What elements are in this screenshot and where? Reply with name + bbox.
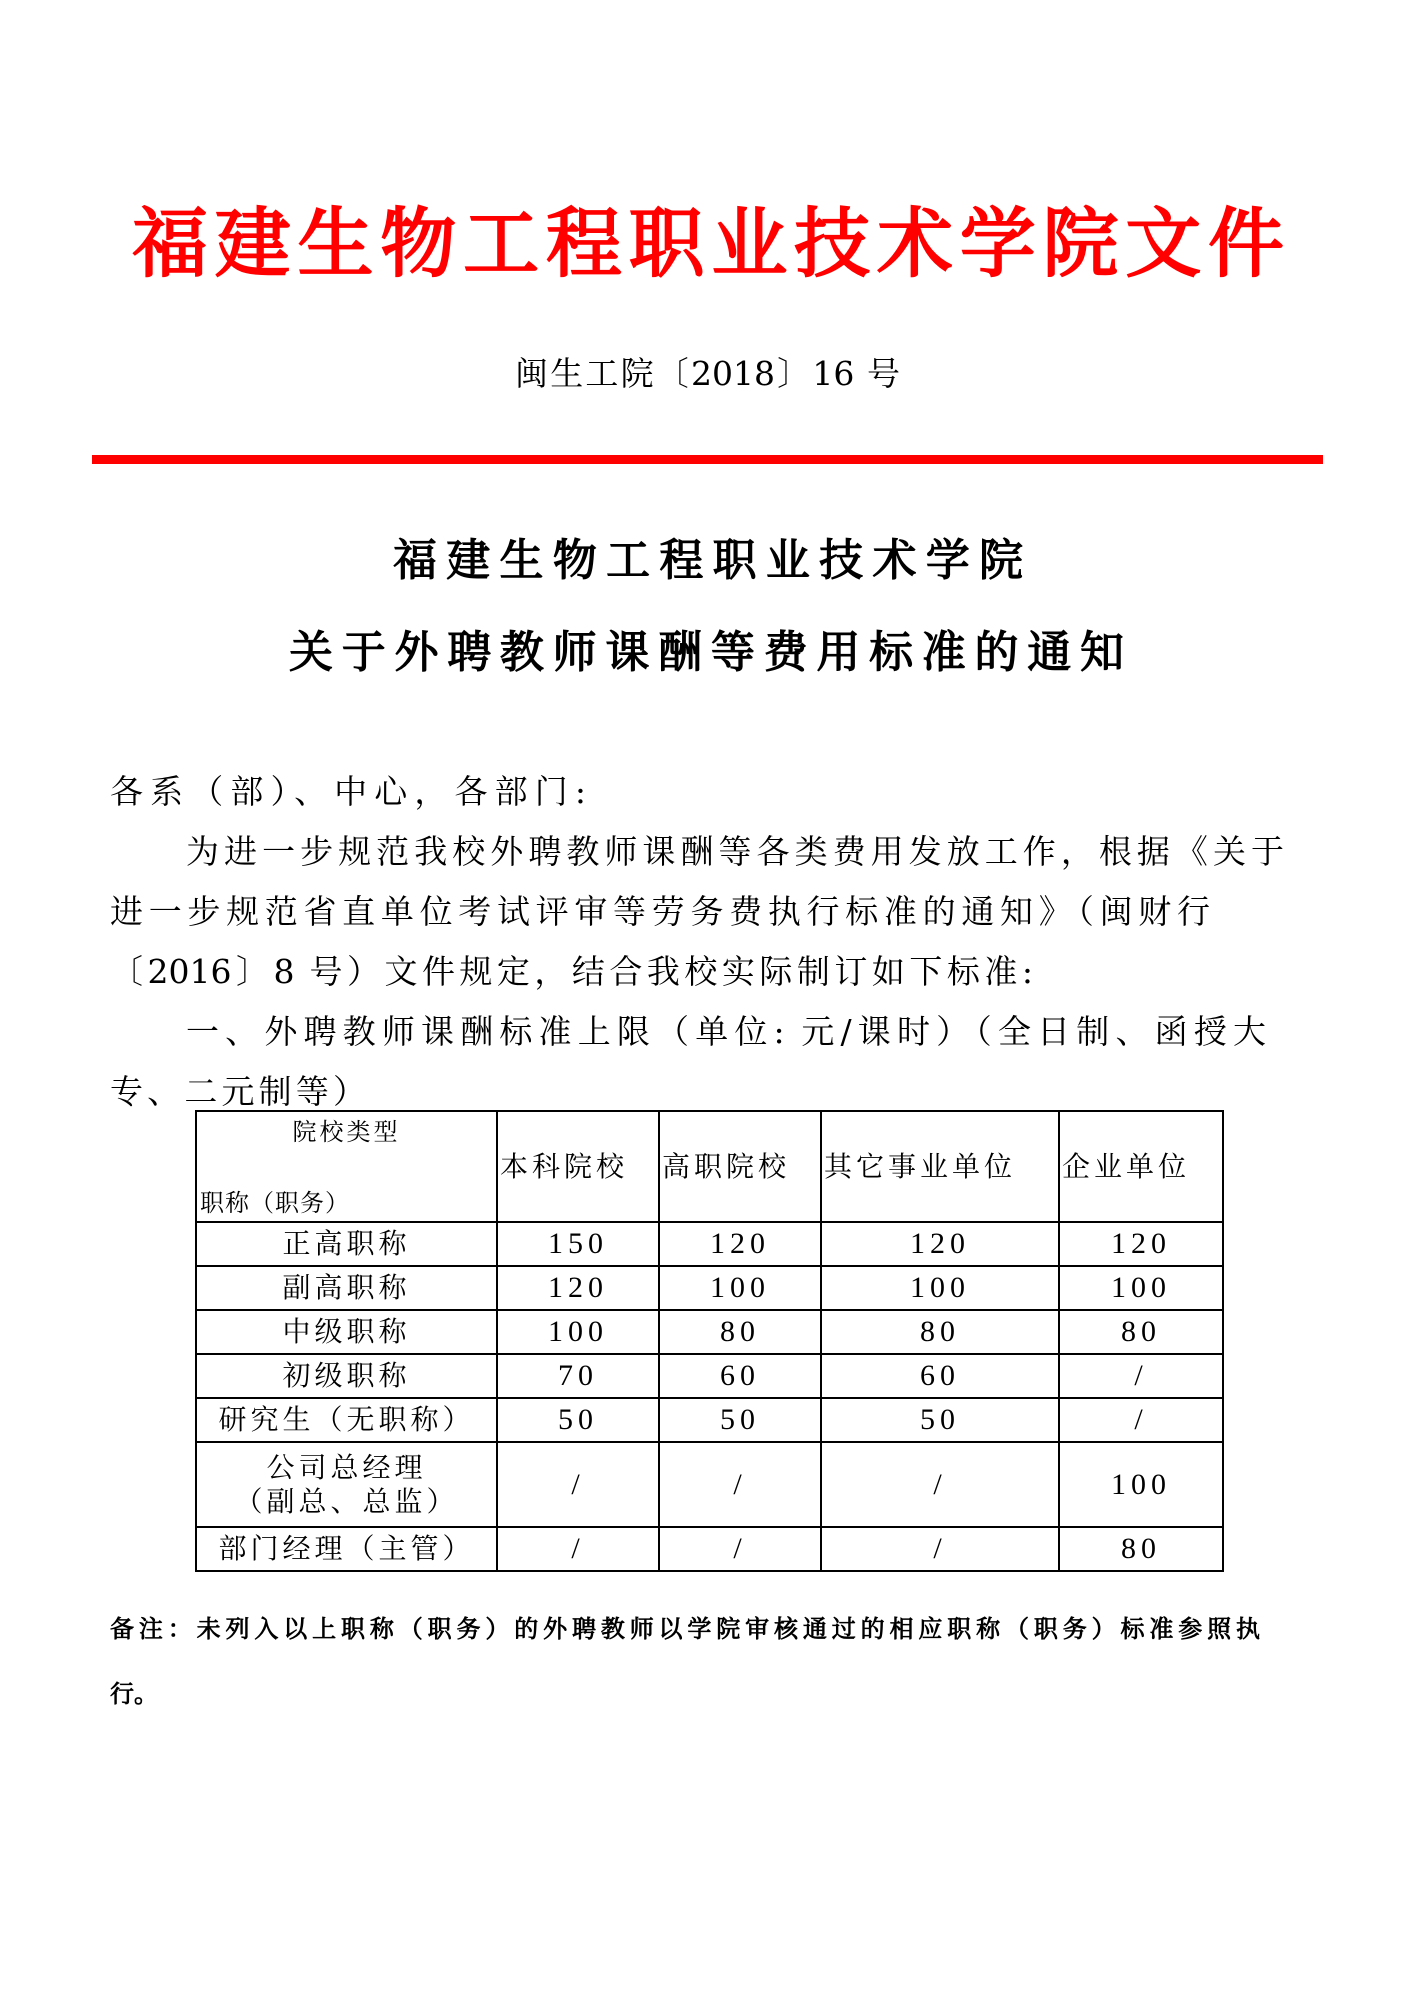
table-cell: /: [821, 1442, 1059, 1527]
body-paragraph-line: 进一步规范省直单位考试评审等劳务费执行标准的通知》（闽财行: [110, 892, 1210, 931]
table-header-row: [196, 1111, 1223, 1222]
table-cell: 100: [659, 1266, 821, 1310]
column-header: 高职院校: [659, 1111, 821, 1222]
row-title: 正高职称: [196, 1222, 497, 1266]
body-paragraph-line: 〔2016〕8 号）文件规定，结合我校实际制订如下标准:: [110, 952, 1033, 991]
body-paragraph-line: 为进一步规范我校外聘教师课酬等各类费用发放工作，根据《关于: [186, 832, 1284, 871]
table-footnote: 备注：未列入以上职称（职务）的外聘教师以学院审核通过的相应职称（职务）标准参照执: [110, 1614, 1260, 1643]
table-cell: 120: [497, 1266, 659, 1310]
table-cell: 100: [1059, 1266, 1223, 1310]
table-cell: 50: [821, 1398, 1059, 1442]
row-title: 初级职称: [196, 1354, 497, 1398]
table-footnote-continued: 行。: [110, 1679, 158, 1708]
table-cell: 150: [497, 1222, 659, 1266]
corner-label-title: 职称（职务）: [200, 1189, 350, 1217]
table-cell: 120: [659, 1222, 821, 1266]
table-corner-cell: [196, 1111, 497, 1222]
table-row: [196, 1442, 1223, 1527]
row-title: 部门经理（主管）: [196, 1527, 497, 1571]
table-cell: /: [659, 1527, 821, 1571]
row-title: 研究生（无职称）: [196, 1398, 497, 1442]
corner-label-institution-type: 院校类型: [292, 1118, 401, 1146]
table-cell: /: [659, 1442, 821, 1527]
table-cell: /: [821, 1527, 1059, 1571]
table-row: [196, 1310, 1223, 1354]
table-row: [196, 1354, 1223, 1398]
salutation: 各系（部）、中心，各部门:: [110, 772, 586, 811]
section-heading-line: 一、外聘教师课酬标准上限（单位: 元/课时）（全日制、函授大: [186, 1012, 1266, 1051]
table-row: [196, 1266, 1223, 1310]
table-cell: /: [497, 1527, 659, 1571]
table-row: [196, 1527, 1223, 1571]
table-cell: /: [1059, 1398, 1223, 1442]
table-row: [196, 1398, 1223, 1442]
lecture-fee-table: [195, 1110, 1224, 1572]
red-separator-rule: [92, 455, 1323, 464]
document-issuer-title: 福建生物工程职业技术学院文件: [132, 199, 1284, 288]
notice-heading-line-2: 关于外聘教师课酬等费用标准的通知: [289, 627, 1124, 678]
notice-heading-line-1: 福建生物工程职业技术学院: [393, 535, 1023, 586]
table-cell: 100: [821, 1266, 1059, 1310]
table-cell: 70: [497, 1354, 659, 1398]
table-cell: 100: [1059, 1442, 1223, 1527]
section-heading-line: 专、二元制等）: [110, 1072, 366, 1111]
table-cell: 50: [497, 1398, 659, 1442]
table-cell: 80: [1059, 1527, 1223, 1571]
table-cell: 120: [1059, 1222, 1223, 1266]
table-cell: /: [1059, 1354, 1223, 1398]
table-cell: 100: [497, 1310, 659, 1354]
table-cell: 60: [659, 1354, 821, 1398]
table-cell: 120: [821, 1222, 1059, 1266]
row-title: 中级职称: [196, 1310, 497, 1354]
table-cell: 50: [659, 1398, 821, 1442]
row-title-line-2: （副总、总监）: [234, 1484, 459, 1518]
table-row: [196, 1222, 1223, 1266]
table-cell: 60: [821, 1354, 1059, 1398]
row-title-line-1: 公司总经理: [266, 1450, 427, 1484]
table-cell: 80: [1059, 1310, 1223, 1354]
row-title: [196, 1442, 497, 1527]
column-header: 本科院校: [497, 1111, 659, 1222]
column-header: 其它事业单位: [821, 1111, 1059, 1222]
document-number: 闽生工院〔2018〕16 号: [515, 354, 900, 393]
table-cell: 80: [821, 1310, 1059, 1354]
table-cell: 80: [659, 1310, 821, 1354]
row-title: 副高职称: [196, 1266, 497, 1310]
column-header: 企业单位: [1059, 1111, 1223, 1222]
table-cell: /: [497, 1442, 659, 1527]
